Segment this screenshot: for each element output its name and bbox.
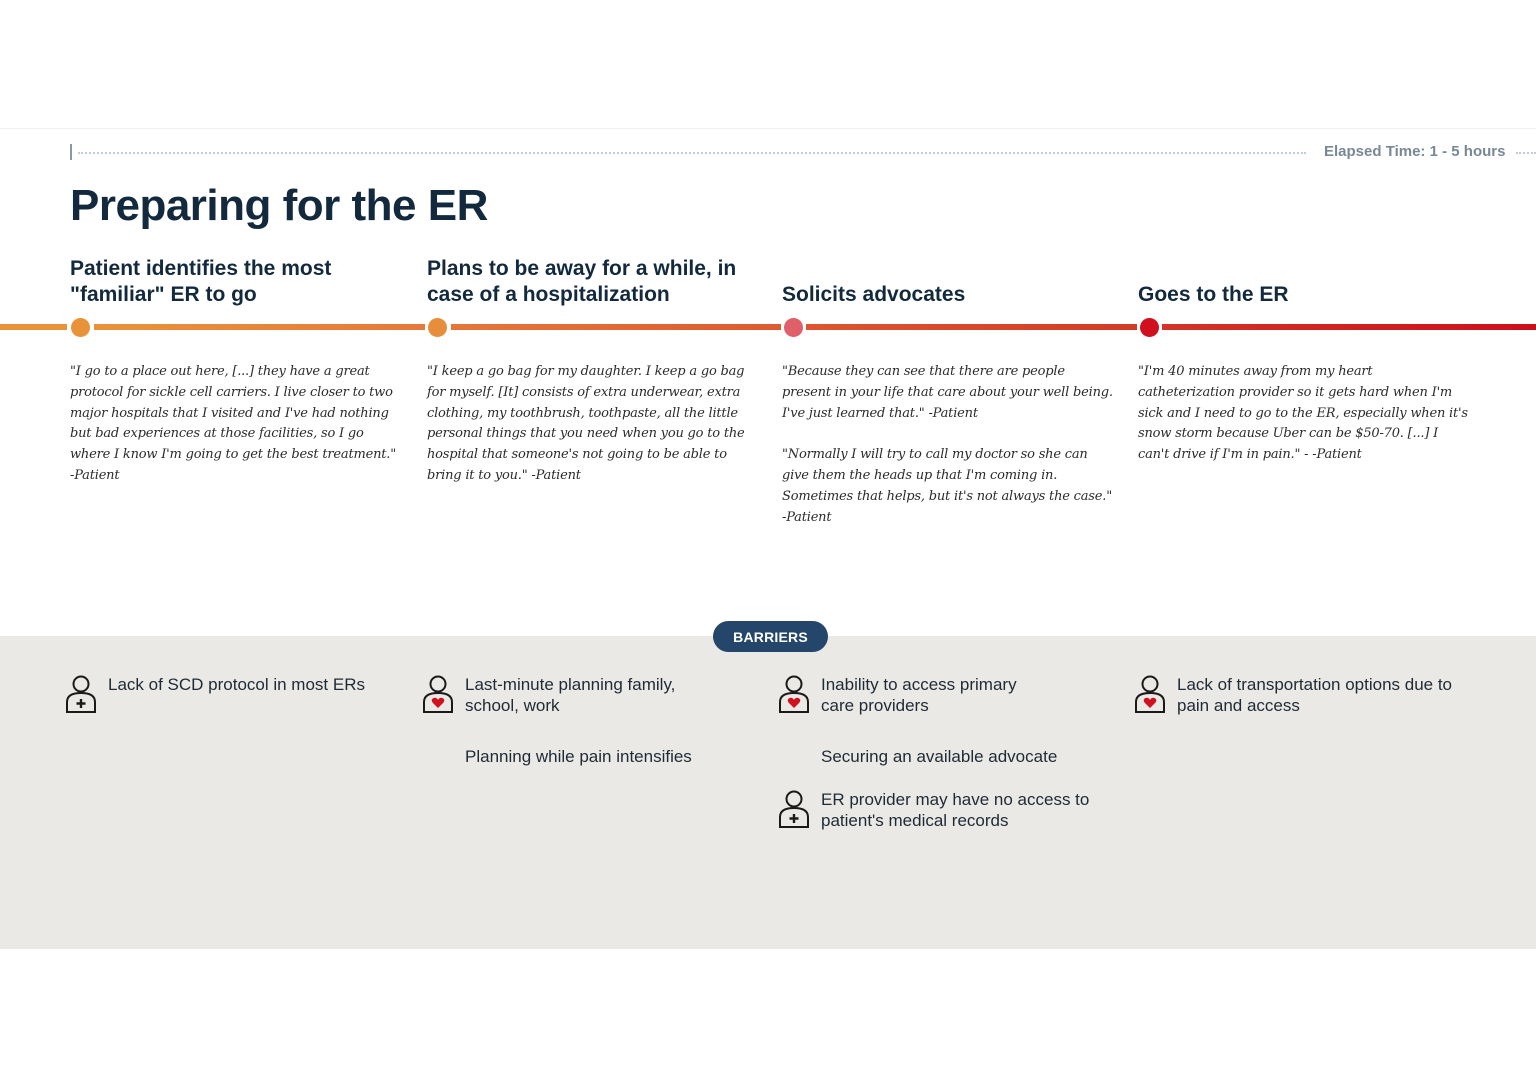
stage-quote: "I'm 40 minutes away from my heart catheterization provider so it gets hard when I'm sick and I need to go to the ER, especially when it's snow storm because Uber can be $50-70. [...] I can't drive if I'm in pain." - -Patient: [1138, 364, 1468, 463]
elapsed-dotted-line-end: [1516, 152, 1536, 154]
stage-title-4: Goes to the ER: [1138, 283, 1289, 306]
barrier-text: Inability to access primary care providers: [821, 675, 1017, 715]
barrier-item: [64, 674, 408, 714]
barrier-text: Last-minute planning family, school, work: [465, 675, 676, 715]
elapsed-time-bar: [70, 142, 1536, 162]
barrier-item: [777, 674, 1031, 716]
barrier-item: [777, 746, 1121, 767]
barrier-item: [421, 746, 765, 767]
barrier-item: [1133, 674, 1477, 716]
stage-quote-block-3: [782, 362, 1116, 529]
barriers-badge: BARRIERS: [713, 621, 828, 652]
provider-medical-icon: [777, 789, 811, 829]
barrier-item: [777, 789, 1096, 831]
stage-title-3: Solicits advocates: [782, 283, 966, 306]
page-title: Preparing for the ER: [70, 181, 488, 230]
journey-timeline: [0, 314, 1536, 340]
stage-quote-block-1: [70, 362, 404, 487]
stage-dot-3: [784, 318, 803, 337]
provider-medical-icon: [64, 674, 98, 714]
barrier-text: Planning while pain intensifies: [465, 747, 692, 766]
stage-quote-block-2: [427, 362, 761, 487]
stage-quote: "Because they can see that there are people present in your life that care about your well being. I've just learned that." -Patient: [782, 364, 1113, 421]
elapsed-time-label: Elapsed Time: 1 - 5 hours: [1324, 143, 1506, 160]
stage-quote: "I keep a go bag for my daughter. I keep a go bag for myself. [It] consists of extra underwear, extra clothing, my toothbrush, toothpaste, all the little personal things that you need when you go to the hospital that someone's not going to be able to bring it to you." -Patient: [427, 364, 745, 483]
timeline-segment-4: [1162, 324, 1536, 330]
stage-quote: "Normally I will try to call my doctor so she can give them the heads up that I'm coming in. Sometimes that helps, but it's not always the case." -Patient: [782, 447, 1112, 525]
top-divider: [0, 128, 1536, 129]
barrier-text: Lack of transportation options due to pain and access: [1177, 675, 1453, 715]
stage-dot-4: [1140, 318, 1159, 337]
stage-title-2: Plans to be away for a while, in case of a hospitalization: [427, 257, 737, 306]
barrier-text: ER provider may have no access to patient's medical records: [821, 790, 1090, 830]
barrier-text: Lack of SCD protocol in most ERs: [108, 675, 365, 694]
stage-dot-1: [71, 318, 90, 337]
timeline-segment-0: [0, 324, 67, 330]
patient-heart-icon: [421, 674, 455, 714]
stage-title-1: Patient identifies the most "familiar" ER to go: [70, 257, 332, 306]
stage-quote-block-4: [1138, 362, 1472, 466]
elapsed-start-tick: [70, 144, 72, 160]
stage-dot-2: [428, 318, 447, 337]
timeline-segment-2: [451, 324, 781, 330]
patient-heart-icon: [777, 674, 811, 714]
barrier-item: [421, 674, 695, 716]
timeline-segment-3: [806, 324, 1137, 330]
stage-quote: "I go to a place out here, [...] they have a great protocol for sickle cell carriers. I live closer to two major hospitals that I visited and I've had nothing but bad experiences at those facilities, so I go where I know I'm going to get the best treatment." -Patient: [70, 364, 396, 483]
elapsed-dotted-line: [78, 152, 1306, 154]
barrier-text: Securing an available advocate: [821, 747, 1058, 766]
patient-heart-icon: [1133, 674, 1167, 714]
timeline-segment-1: [94, 324, 425, 330]
